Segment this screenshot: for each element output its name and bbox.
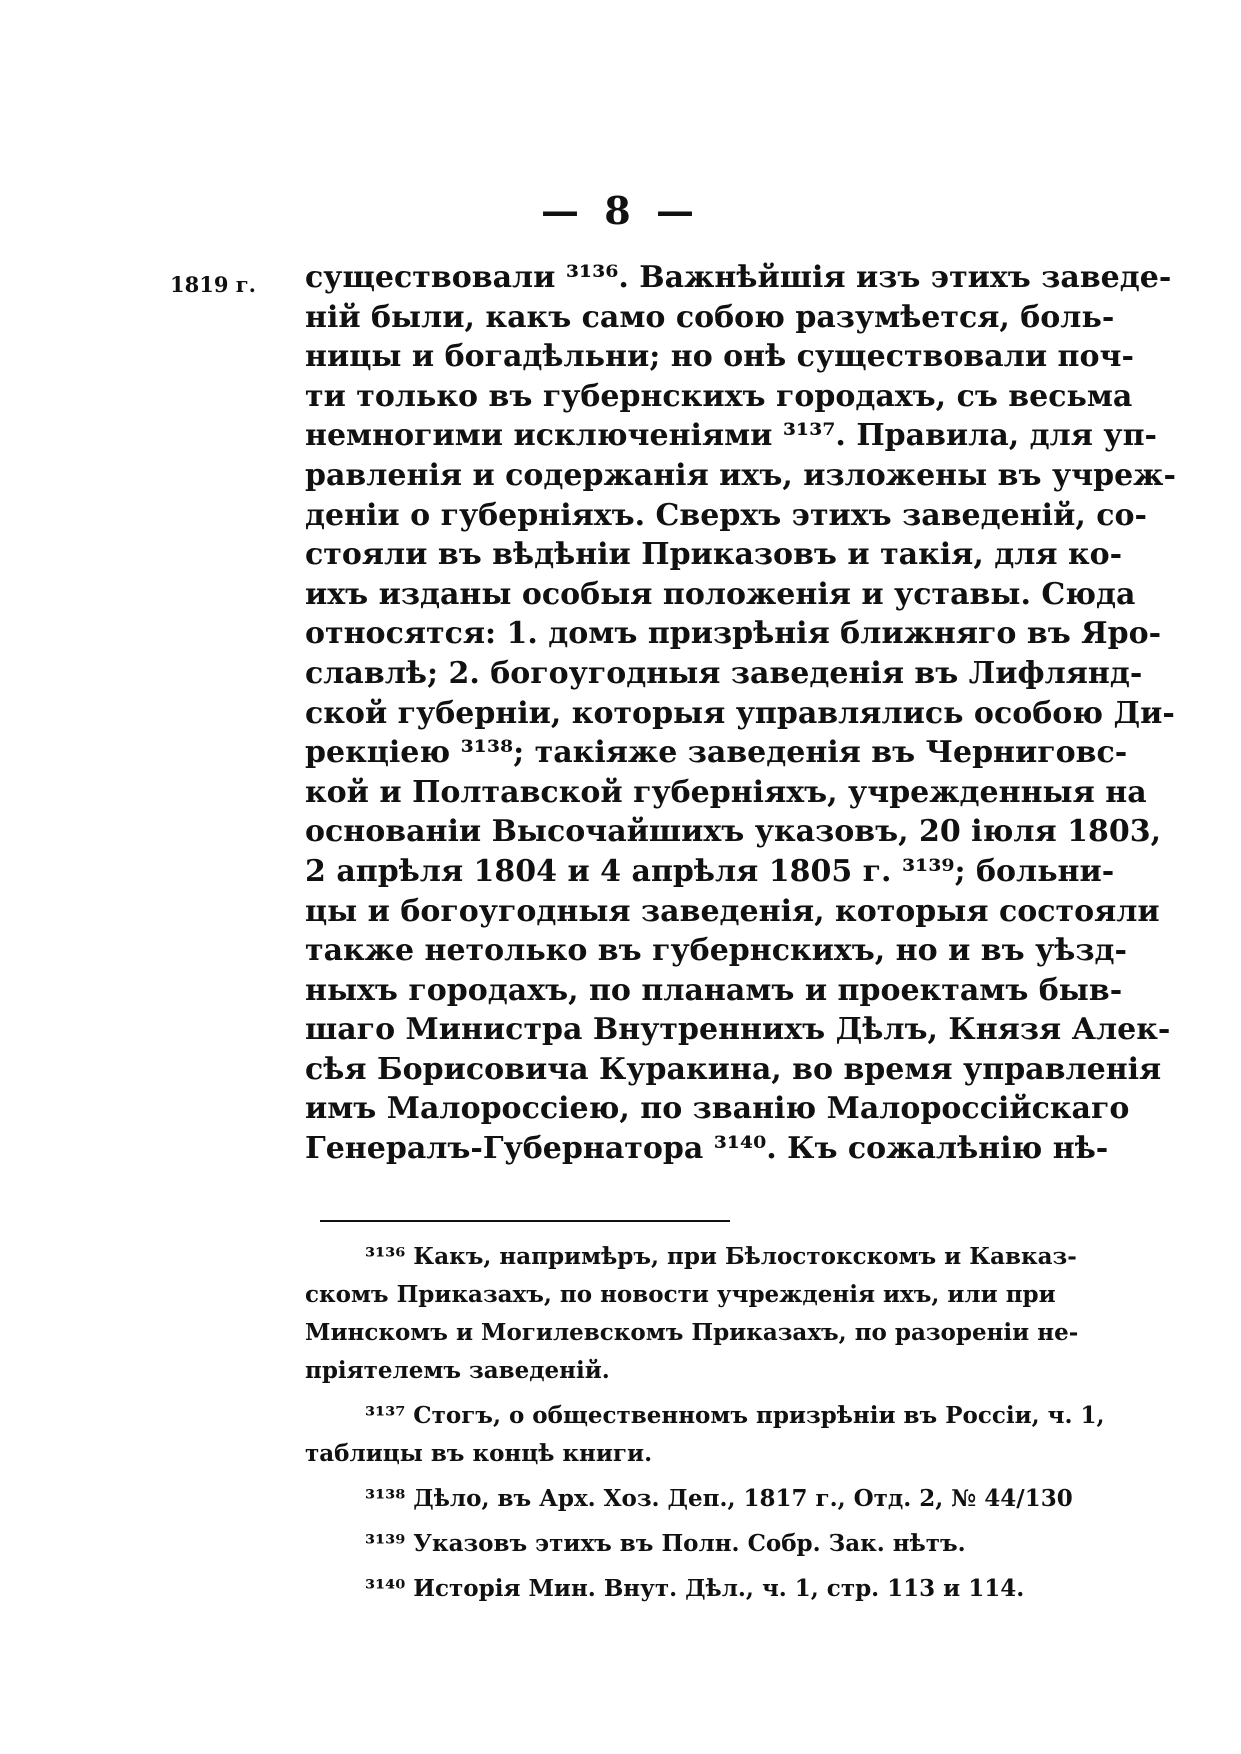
footnote-line: ³¹⁴⁰ Исторія Мин. Внут. Дѣл., ч. 1, стр. 113 и 114.	[365, 1575, 1025, 1602]
text-line: относятся: 1. домъ призрѣнія ближняго въ Яро-	[305, 616, 1162, 652]
text-line: немногими исключеніями ³¹³⁷. Правила, для уп-	[305, 418, 1158, 454]
text-line: ній были, какъ само собою разумѣется, боль-	[305, 299, 1115, 335]
margin-year-note: 1819 г.	[170, 272, 256, 297]
footnote-line: таблицы въ концѣ книги.	[305, 1440, 653, 1467]
text-line: основаніи Высочайшихъ указовъ, 20 іюля 1803,	[305, 814, 1162, 850]
footnote	[305, 1525, 1045, 1563]
main-text	[305, 258, 1176, 1169]
text-line: ницы и богадѣльни; но онѣ существовали поч-	[305, 339, 1134, 375]
footnotes-section	[305, 1238, 1105, 1615]
footnote-separator	[320, 1220, 730, 1222]
text-line: имъ Малороссіею, по званію Малороссійскаго	[305, 1091, 1130, 1127]
footnote-line: ³¹³⁷ Стогъ, о общественномъ призрѣніи въ Россіи, ч. 1,	[365, 1402, 1105, 1429]
footnote-line: ³¹³⁸ Дѣло, въ Арх. Хоз. Деп., 1817 г., Отд. 2, № 44/130	[365, 1485, 1073, 1512]
text-line: деніи о губерніяхъ. Сверхъ этихъ заведеній, со-	[305, 497, 1147, 533]
text-line: ти только въ губернскихъ городахъ, съ весьма	[305, 378, 1133, 414]
text-line: стояли въ вѣдѣніи Приказовъ и такія, для ко-	[305, 537, 1123, 573]
text-line: ныхъ городахъ, по планамъ и проектамъ быв-	[305, 972, 1123, 1008]
text-line: 2 апрѣля 1804 и 4 апрѣля 1805 г. ³¹³⁹; больни-	[305, 853, 1115, 889]
text-line: равленія и содержанія ихъ, изложены въ учреж-	[305, 457, 1176, 493]
text-line: Генералъ-Губернатора ³¹⁴⁰. Къ сожалѣнію нѣ-	[305, 1131, 1109, 1167]
text-line: кой и Полтавской губерніяхъ, учрежденныя на	[305, 774, 1147, 810]
footnote-line: Минскомъ и Могилевскомъ Приказахъ, по разореніи не-	[305, 1319, 1079, 1346]
text-line: ской губерніи, которыя управлялись особою Ди-	[305, 695, 1175, 731]
footnote	[305, 1480, 1073, 1518]
text-line: сѣя Борисовича Куракина, во время управленія	[305, 1051, 1162, 1087]
footnote	[305, 1397, 1105, 1473]
footnote-line: ³¹³⁶ Какъ, напримѣръ, при Бѣлостокскомъ и Кавказ-	[365, 1243, 1077, 1270]
page-number: — 8 —	[541, 188, 700, 233]
footnote-line: пріятелемъ заведеній.	[305, 1357, 610, 1384]
text-line: цы и богоугодныя заведенія, которыя состояли	[305, 893, 1160, 929]
footnote-line: скомъ Приказахъ, по новости учрежденія ихъ, или при	[305, 1281, 1056, 1308]
text-line: шаго Министра Внутреннихъ Дѣлъ, Князя Алек-	[305, 1012, 1171, 1048]
footnote	[305, 1570, 1045, 1608]
text-line: также нетолько въ губернскихъ, но и въ уѣзд-	[305, 933, 1127, 969]
footnote	[305, 1238, 1079, 1390]
text-line: ихъ изданы особыя положенія и уставы. Сюда	[305, 576, 1136, 612]
text-line: рекціею ³¹³⁸; такіяже заведенія въ Черниговс-	[305, 735, 1128, 771]
text-line: существовали ³¹³⁶. Важнѣйшія изъ этихъ заведе-	[305, 260, 1172, 295]
footnote-line: ³¹³⁹ Указовъ этихъ въ Полн. Собр. Зак. нѣтъ.	[365, 1530, 966, 1557]
text-line: славлѣ; 2. богоугодныя заведенія въ Лифлянд-	[305, 655, 1143, 691]
